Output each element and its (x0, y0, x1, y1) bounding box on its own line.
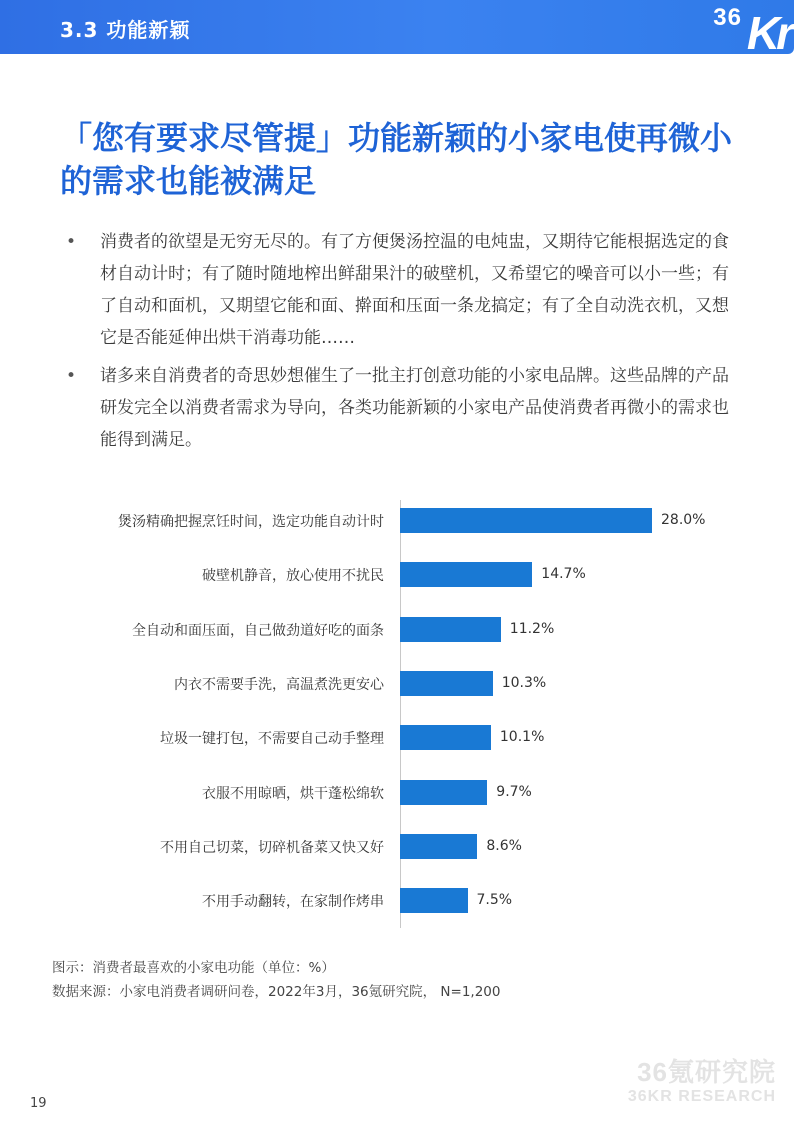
bullet-dot-icon: • (66, 366, 77, 386)
bullet-text: 消费者的欲望是无穷无尽的。有了方便煲汤控温的电炖盅，又期待它能根据选定的食材自动计时；有了随时随地榨出鲜甜果汁的破壁机，又希望它的噪音可以小一些；有了自动和面机，又期望它能和面、擀面和压面一条龙搞定；有了全自动洗衣机，又想它是否能延伸出烘干消毒功能…… (100, 232, 729, 348)
bar (400, 834, 477, 859)
watermark-line1: 36氪研究院 (637, 1057, 776, 1087)
caption-figure: 图示：消费者最喜欢的小家电功能（单位：%） (52, 960, 335, 976)
value-label: 9.7% (496, 783, 532, 800)
category-label: 煲汤精确把握烹饪时间，选定功能自动计时 (118, 514, 384, 530)
value-label: 10.3% (501, 674, 547, 691)
bar (400, 725, 491, 750)
watermark-line2: 36KR RESEARCH (627, 1088, 776, 1105)
value-label: 28.0% (661, 512, 706, 528)
page-number: 19 (30, 1096, 47, 1111)
bar (400, 562, 532, 587)
bar-row (0, 562, 794, 589)
bar-row (0, 671, 794, 698)
logo-number: 36 (713, 4, 742, 31)
category-label: 不用手动翻转，在家制作烤串 (202, 894, 384, 911)
figure-caption (52, 956, 500, 1004)
bar-row (0, 725, 794, 752)
bar (400, 617, 501, 642)
value-label: 11.2% (509, 620, 555, 637)
value-label: 7.5% (476, 892, 513, 909)
header-bar (0, 0, 794, 59)
value-label: 8.6% (486, 837, 522, 854)
bullet-list (66, 226, 736, 462)
bar (400, 888, 468, 913)
value-label: 10.1% (499, 729, 545, 746)
bullet-dot-icon: • (66, 232, 77, 252)
bullet-item (66, 226, 736, 354)
page-title: 「您有要求尽管提」功能新颖的小家电使再微小的需求也能被满足 (60, 119, 733, 200)
category-label: 内衣不需要手洗，高温煮洗更安心 (174, 676, 384, 693)
bar-row (0, 617, 794, 644)
bullet-text: 诸多来自消费者的奇思妙想催生了一批主打创意功能的小家电品牌。这些品牌的产品研发完全以消费者需求为导向，各类功能新颖的小家电产品使消费者再微小的需求也能得到满足。 (100, 366, 729, 450)
category-label: 衣服不用晾晒，烘干蓬松绵软 (202, 785, 384, 802)
category-label: 破壁机静音，放心使用不扰民 (202, 568, 384, 585)
value-label: 14.7% (541, 566, 586, 583)
bar (400, 671, 493, 696)
bar-row (0, 508, 794, 535)
category-label: 全自动和面压面，自己做劲道好吃的面条 (132, 622, 384, 639)
section-label: 3.3 功能新颖 (60, 18, 191, 42)
category-label: 垃圾一键打包，不需要自己动手整理 (160, 731, 384, 748)
bar-row (0, 834, 794, 861)
category-label: 不用自己切菜，切碎机备菜又快又好 (160, 839, 384, 856)
bar-row (0, 780, 794, 807)
bar (400, 780, 487, 805)
bullet-item (66, 360, 736, 456)
bar (400, 508, 652, 533)
bar-row (0, 888, 794, 915)
watermark (628, 1057, 776, 1107)
caption-source: 数据来源：小家电消费者调研问卷，2022年3月，36氪研究院， N=1,200 (52, 984, 501, 1000)
logo-letters: Kr (746, 7, 790, 59)
